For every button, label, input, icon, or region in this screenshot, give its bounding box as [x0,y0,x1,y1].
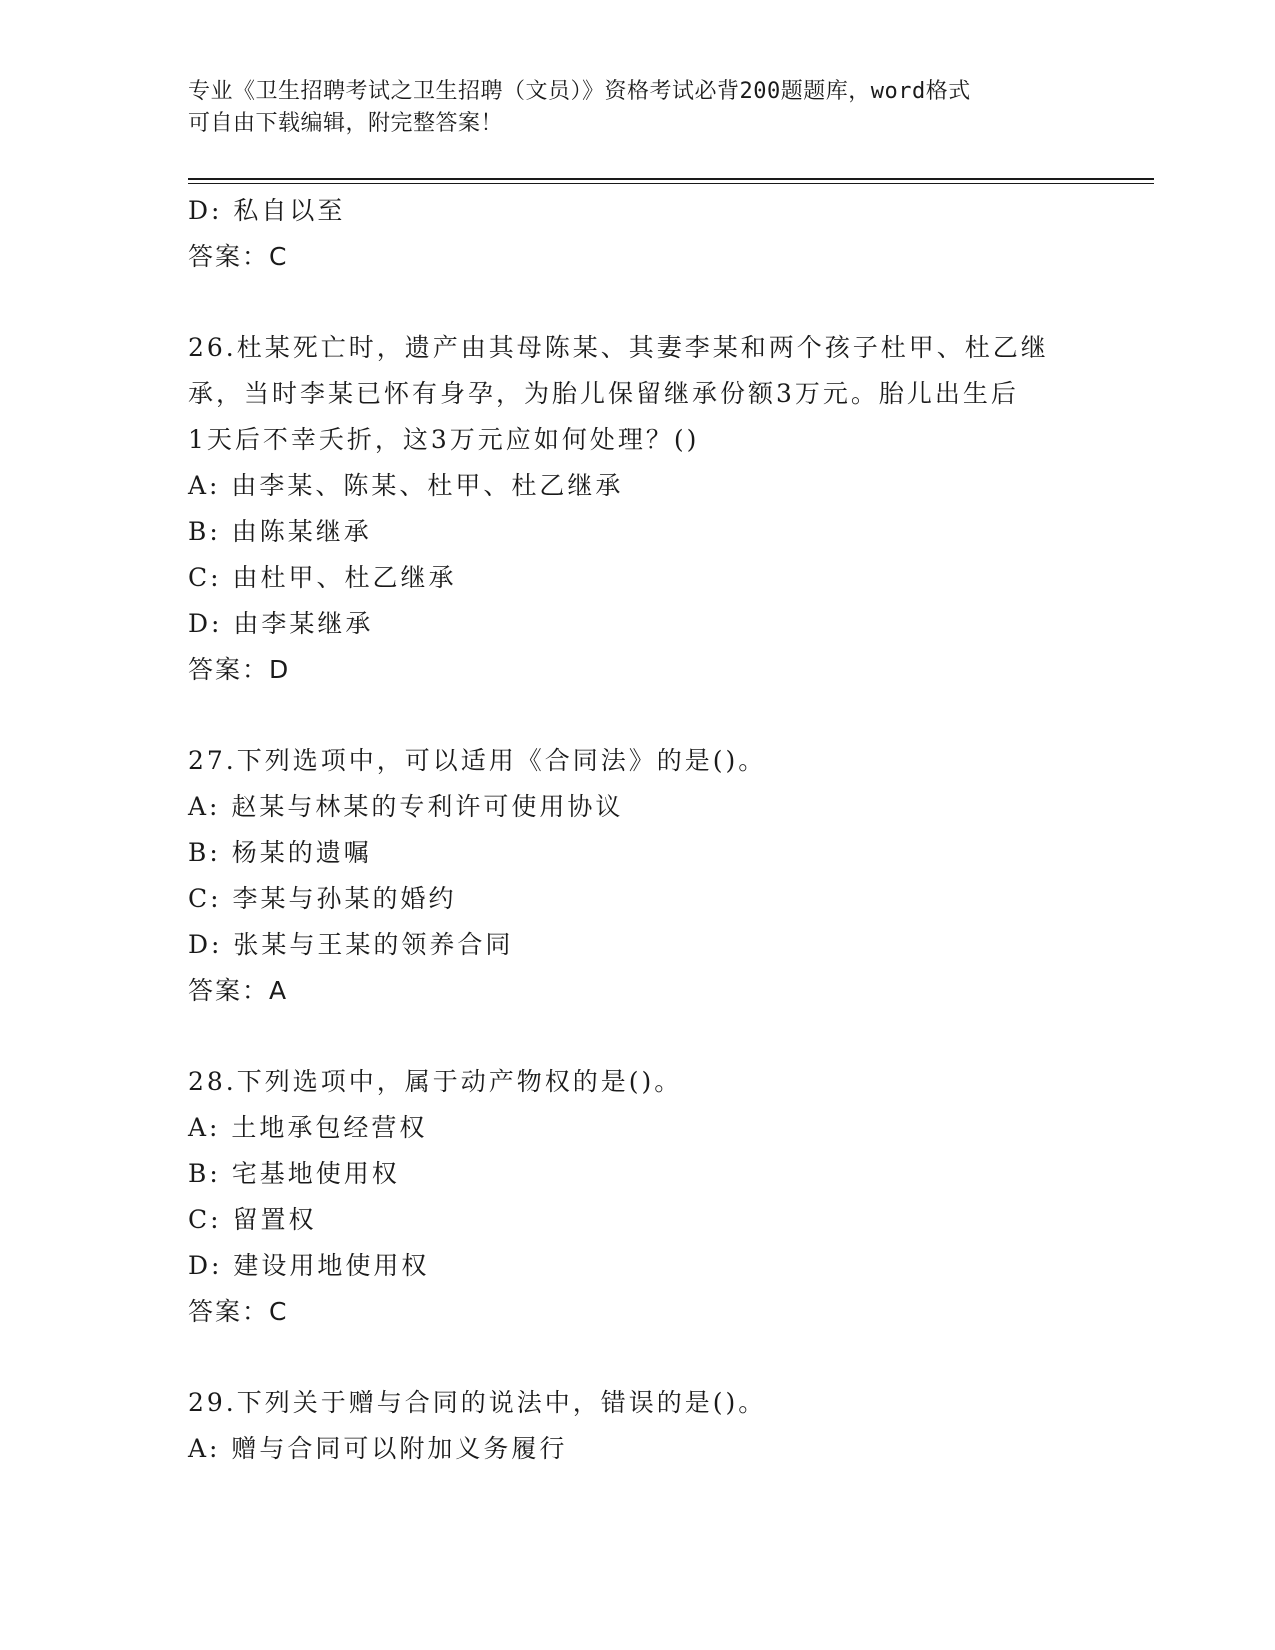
answer-line: 答案：C [188,242,289,271]
question-block-26 [188,325,1088,693]
option-d: D: 由李某继承 [188,609,374,638]
option-a: A: 赵某与林某的专利许可使用协议 [188,792,624,821]
option-b: B: 宅基地使用权 [188,1159,400,1188]
question-stem: 29.下列关于赠与合同的说法中，错误的是()。 [188,1388,767,1417]
question-stem: 27.下列选项中，可以适用《合同法》的是()。 [188,746,767,775]
spacer [188,1014,1088,1059]
header-divider-thin [188,183,1154,184]
header-title-line-1: 专业《卫生招聘考试之卫生招聘（文员）》资格考试必背200题题库，word格式 [188,79,971,104]
option-b: B: 由陈某继承 [188,517,372,546]
spacer [188,693,1088,738]
option-c: C: 由杜甲、杜乙继承 [188,563,457,592]
answer-line: 答案：A [188,976,289,1005]
question-stem: 承，当时李某已怀有身孕，为胎儿保留继承份额3万元。胎儿出生后 [188,379,1019,408]
question-stem: 28.下列选项中，属于动产物权的是()。 [188,1067,683,1096]
option-a: A: 由李某、陈某、杜甲、杜乙继承 [188,471,624,500]
answer-line: 答案：C [188,1297,289,1326]
option-c: C: 李某与孙某的婚约 [188,884,457,913]
question-stem: 26.杜某死亡时，遗产由其母陈某、其妻李某和两个孩子杜甲、杜乙继 [188,333,1049,362]
spacer [188,1335,1088,1380]
answer-line: 答案：D [188,655,291,684]
question-list [188,188,1088,1472]
question-stem: 1天后不幸夭折，这3万元应如何处理？() [188,425,700,454]
option-b: B: 杨某的遗嘱 [188,838,372,867]
header-title-line-2: 可自由下载编辑，附完整答案！ [188,111,504,136]
question-block-29 [188,1380,1088,1472]
question-block-27 [188,738,1088,1014]
option-d: D: 私自以至 [188,196,346,225]
option-c: C: 留置权 [188,1205,317,1234]
option-d: D: 建设用地使用权 [188,1251,430,1280]
document-header [188,76,1088,140]
header-divider-thick [188,178,1154,180]
option-a: A: 土地承包经营权 [188,1113,428,1142]
option-a: A: 赠与合同可以附加义务履行 [188,1434,568,1463]
question-block-28 [188,1059,1088,1335]
question-block-prev [188,188,1088,280]
option-d: D: 张某与王某的领养合同 [188,930,514,959]
spacer [188,280,1088,325]
